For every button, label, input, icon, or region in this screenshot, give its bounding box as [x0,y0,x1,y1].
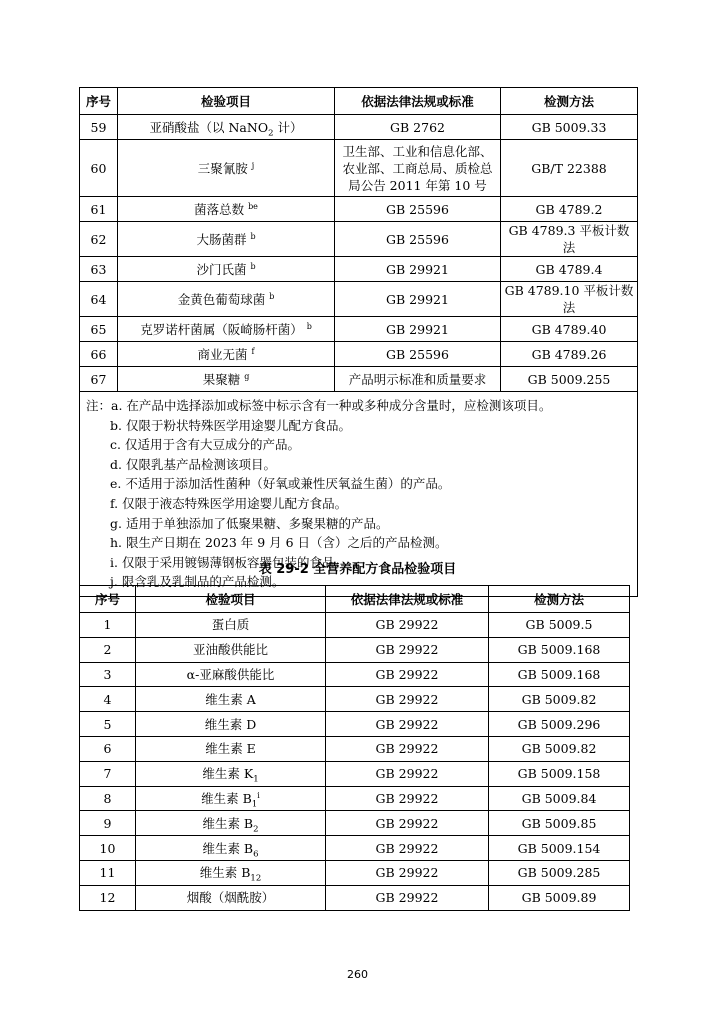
row-method: GB 4789.26 [501,342,638,367]
note-line: f. 仅限于液态特殊医学用途婴儿配方食品。 [110,495,348,511]
row-item: 金黄色葡萄球菌 $^b$ [118,282,335,317]
row-basis: GB 29922 [326,761,489,786]
table-row [80,687,630,712]
row-basis: GB 29922 [326,836,489,861]
row-no: 2 [80,637,136,662]
row-basis: GB 29922 [326,687,489,712]
table-row [80,342,638,367]
row-item: 三聚氰胺 $^j$ [118,140,335,197]
header-no: 序号 [80,88,118,115]
table-row [80,222,638,257]
note-line: g. 适用于单独添加了低聚果糖、多聚果糖的产品。 [110,515,389,531]
table-row [80,282,638,317]
row-method: GB/T 22388 [501,140,638,197]
row-no: 63 [80,257,118,282]
table-title: 表 29-2 全营养配方食品检验项目 [258,562,457,577]
row-item: 维生素 $B_{12}$ [136,860,326,885]
table-row [80,885,630,910]
row-basis: 产品明示标准和质量要求 [335,367,501,392]
row-basis: GB 29922 [326,613,489,638]
row-basis: GB 29922 [326,811,489,836]
row-item: 维生素 $B_6$ [136,836,326,861]
row-item: 大肠菌群 $^b$ [118,222,335,257]
row-method: GB 5009.5 [489,613,630,638]
header-basis: 依据法律法规或标准 [335,88,501,115]
row-method: GB 5009.168 [489,637,630,662]
row-no: 60 [80,140,118,197]
header-method: 检测方法 [489,586,630,613]
note-line: e. 不适用于添加活性菌种（好氧或兼性厌氧益生菌）的产品。 [110,476,451,492]
row-basis: GB 29921 [335,317,501,342]
row-no: 62 [80,222,118,257]
row-no: 1 [80,613,136,638]
header-no: 序号 [80,586,136,613]
row-basis: GB 29922 [326,637,489,662]
row-basis: GB 29921 [335,282,501,317]
row-method: GB 5009.168 [489,662,630,687]
row-no: 66 [80,342,118,367]
table-row [80,736,630,761]
row-method: GB 4789.10 平板计数法 [501,282,638,317]
row-method: GB 5009.82 [489,736,630,761]
header-item: 检验项目 [118,88,335,115]
table-row [80,613,630,638]
row-method: GB 4789.4 [501,257,638,282]
row-item: 菌落总数 $^{be}$ [118,197,335,222]
page-number: 260 [347,968,368,981]
row-no: 11 [80,860,136,885]
row-item: 蛋白质 [136,613,326,638]
table-row [80,257,638,282]
row-item: 维生素 $K_1$ [136,761,326,786]
table-row [80,786,630,811]
row-item: 维生素 $B_1^i$ [136,786,326,811]
note-line: d. 仅限乳基产品检测该项目。 [110,456,276,472]
table-row [80,761,630,786]
row-item: 克罗诺杆菌属（阪崎肠杆菌） $^b$ [118,317,335,342]
row-item: 维生素 $B_2$ [136,811,326,836]
table-header-row [80,88,638,115]
row-no: 5 [80,712,136,737]
row-item: 烟酸（烟酰胺） [136,885,326,910]
row-item: 沙门氏菌 $^b$ [118,257,335,282]
row-no: 6 [80,736,136,761]
table-29-1-continued [79,87,638,597]
row-no: 67 [80,367,118,392]
table-row [80,367,638,392]
row-no: 61 [80,197,118,222]
table-row [80,115,638,140]
note-line: i. 仅限于采用镀锡薄钢板容器包装的食品。 [110,554,347,570]
row-method: GB 5009.89 [489,885,630,910]
table-29-2 [79,585,630,911]
table-row [80,811,630,836]
table-row [80,836,630,861]
row-method: GB 5009.84 [489,786,630,811]
row-no: 9 [80,811,136,836]
header-basis: 依据法律法规或标准 [326,586,489,613]
header-method: 检测方法 [501,88,638,115]
row-item: 维生素 D [136,712,326,737]
row-no: 8 [80,786,136,811]
row-method: GB 5009.158 [489,761,630,786]
row-basis: GB 25596 [335,222,501,257]
row-basis: GB 29922 [326,885,489,910]
row-basis: GB 25596 [335,197,501,222]
row-basis: 卫生部、工业和信息化部、农业部、工商总局、质检总局公告 2011 年第 10 号 [335,140,501,197]
row-method: GB 5009.296 [489,712,630,737]
row-method: GB 5009.82 [489,687,630,712]
table-row [80,197,638,222]
row-basis: GB 29922 [326,662,489,687]
row-item: 亚硝酸盐（以 NaNO$_2$ 计） [118,115,335,140]
row-method: GB 4789.2 [501,197,638,222]
row-method: GB 5009.33 [501,115,638,140]
note-line: h. 限生产日期在 2023 年 9 月 6 日（含）之后的产品检测。 [110,535,448,551]
table-row [80,317,638,342]
row-no: 65 [80,317,118,342]
row-method: GB 5009.255 [501,367,638,392]
row-item: 维生素 E [136,736,326,761]
row-basis: GB 29922 [326,736,489,761]
row-basis: GB 29922 [326,860,489,885]
row-no: 7 [80,761,136,786]
table-row [80,140,638,197]
row-item: 果聚糖 $^g$ [118,367,335,392]
row-item: α-亚麻酸供能比 [136,662,326,687]
row-no: 3 [80,662,136,687]
header-item: 检验项目 [136,586,326,613]
row-no: 12 [80,885,136,910]
row-method: GB 5009.85 [489,811,630,836]
row-basis: GB 25596 [335,342,501,367]
row-item: 商业无菌 $^f$ [118,342,335,367]
row-item: 亚油酸供能比 [136,637,326,662]
note-line: c. 仅适用于含有大豆成分的产品。 [110,437,300,453]
row-no: 4 [80,687,136,712]
table-header-row [80,586,630,613]
table-row [80,860,630,885]
table-row [80,712,630,737]
row-method: GB 5009.154 [489,836,630,861]
row-item: 维生素 A [136,687,326,712]
note-line: b. 仅限于粉状特殊医学用途婴儿配方食品。 [110,417,351,433]
note-line: j. 限含乳及乳制品的产品检测。 [110,574,285,590]
row-no: 64 [80,282,118,317]
row-method: GB 4789.3 平板计数法 [501,222,638,257]
row-basis: GB 2762 [335,115,501,140]
row-method: GB 4789.40 [501,317,638,342]
table-row [80,662,630,687]
row-basis: GB 29922 [326,712,489,737]
row-method: GB 5009.285 [489,860,630,885]
row-basis: GB 29921 [335,257,501,282]
row-no: 59 [80,115,118,140]
table-row [80,637,630,662]
note-line: 注：a. 在产品中选择添加或标签中标示含有一种或多种成分含量时，应检测该项目。 [86,398,552,413]
row-basis: GB 29922 [326,786,489,811]
row-no: 10 [80,836,136,861]
